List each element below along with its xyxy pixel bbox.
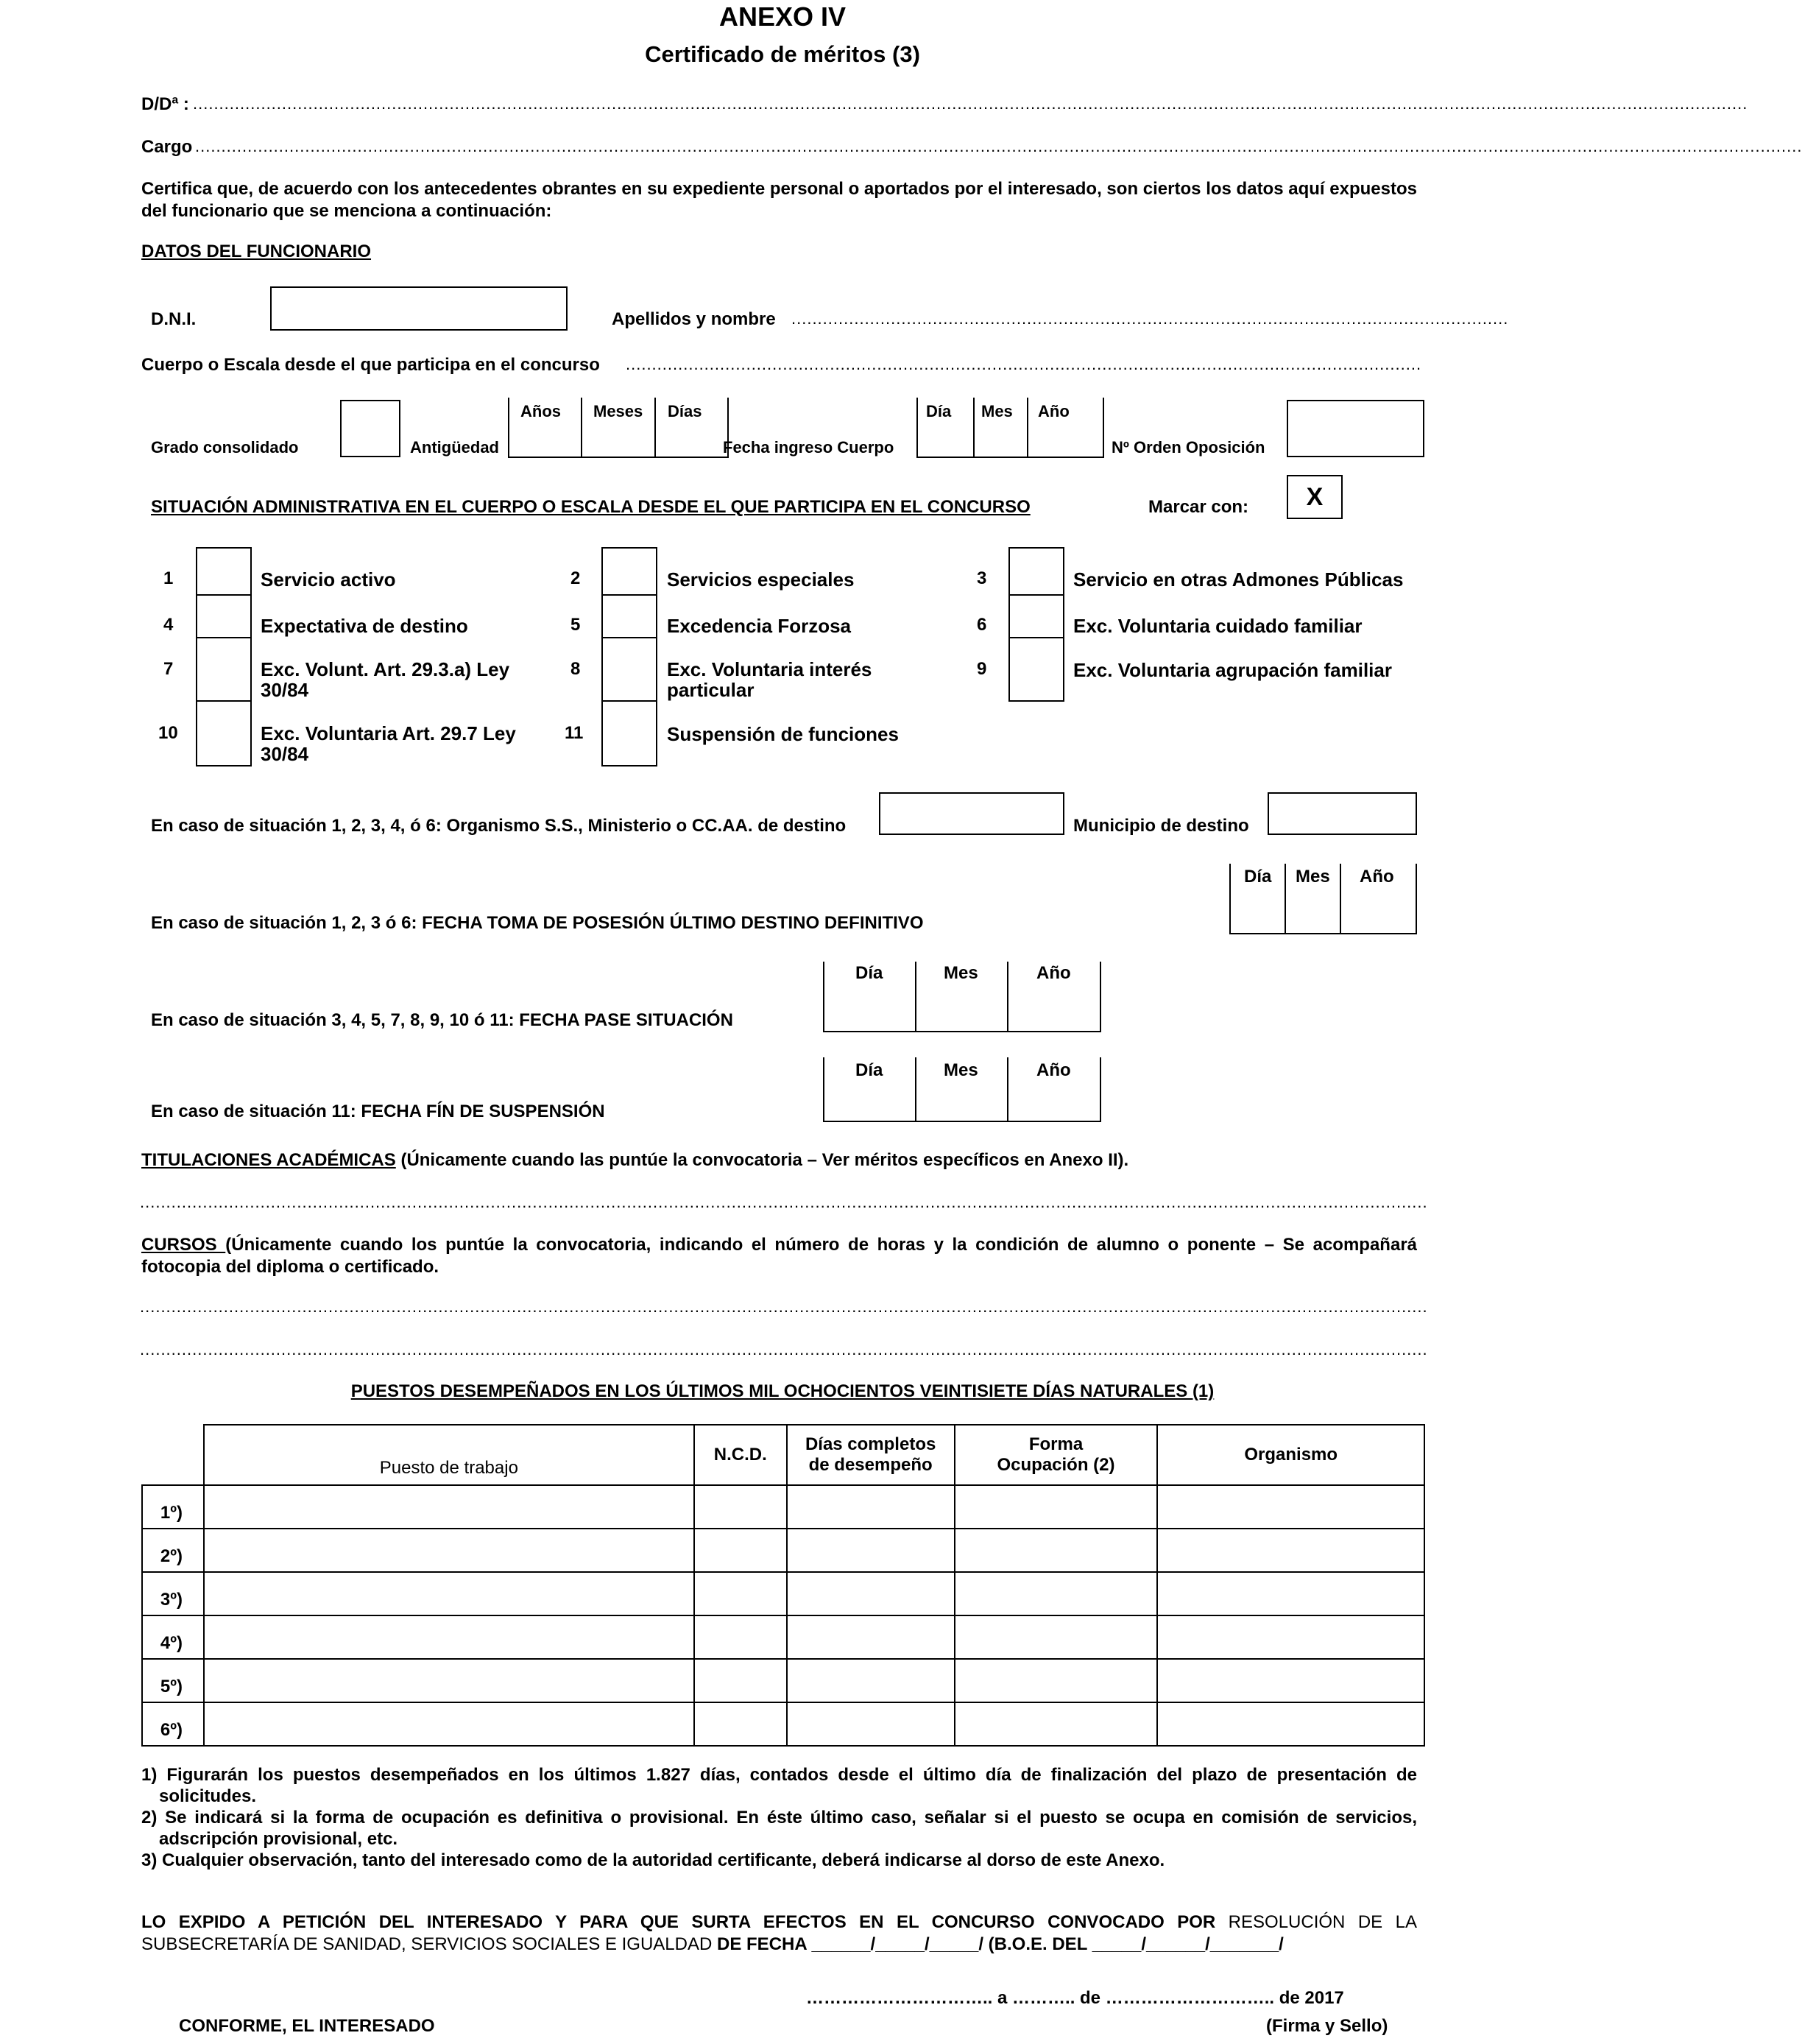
row-cell[interactable] <box>204 1485 694 1529</box>
row-cell[interactable] <box>204 1572 694 1615</box>
option-5-num: 5 <box>570 615 581 635</box>
table-row[interactable] <box>142 1572 1424 1615</box>
row-cell[interactable] <box>787 1659 955 1702</box>
option-10-label: Exc. Voluntaria Art. 29.7 Ley 30/84 <box>261 722 516 765</box>
intro-text: Certifica que, de acuerdo con los antecedentes obrantes en su expediente personal o aportados por el interesado, son ciertos los datos aquí expuestos del funcionario que se menciona a continuación: <box>141 179 1417 221</box>
datos-heading: DATOS DEL FUNCIONARIO <box>141 242 372 261</box>
row-cell[interactable] <box>1157 1702 1424 1746</box>
fecha-ingreso-mes: Mes <box>981 402 1013 420</box>
option-6-num: 6 <box>977 615 987 635</box>
row-cell[interactable] <box>204 1529 694 1572</box>
note-1: 1) Figurarán los puestos desempeñados en los últimos 1.827 días, contados desde el último día de finalización del plazo de presentación de solicitudes. <box>141 1765 1417 1806</box>
note-3: 3) Cualquier observación, tanto del interesado como de la autoridad certificante, deberá indicarse al dorso de este Anexo. <box>141 1850 1165 1870</box>
fin-dia: Día <box>855 1060 883 1080</box>
cursos-dots-2[interactable]: ...................................................................................................................................................................................................................................................... <box>140 1340 1428 1358</box>
option-10-checkbox[interactable] <box>196 700 252 766</box>
dni-label: D.N.I. <box>151 309 197 329</box>
place-date-line[interactable]: ………………………….. a ……….. de ……………………….. de 2017 <box>806 1988 1344 2008</box>
fecha-ingreso-dia: Día <box>926 402 952 420</box>
toma-ano: Año <box>1360 867 1394 887</box>
firma-label: (Firma y Sello) <box>1266 2016 1388 2036</box>
row-cell[interactable] <box>787 1572 955 1615</box>
grado-label: Grado consolidado <box>151 438 299 457</box>
marcar-label: Marcar con: <box>1148 497 1249 517</box>
row-cell[interactable] <box>694 1702 787 1746</box>
closing-paragraph <box>141 1911 1417 1956</box>
row-cell[interactable] <box>955 1615 1158 1659</box>
cargo-dots[interactable]: ................................................................................................................................................................................................................................................................................................................... <box>195 137 1802 155</box>
closing-bold: LO EXPIDO A PETICIÓN DEL INTERESADO Y PARA QUE SURTA EFECTOS EN EL CONCURSO CONVOCADO POR <box>141 1912 1216 1932</box>
option-1-checkbox[interactable] <box>196 547 252 596</box>
cuerpo-label: Cuerpo o Escala desde el que participa en el concurso <box>141 355 600 375</box>
pase-mes: Mes <box>944 963 978 983</box>
row-number: 6º) <box>142 1702 204 1746</box>
cargo-label: Cargo <box>141 137 193 157</box>
option-3-num: 3 <box>977 568 987 588</box>
row-cell[interactable] <box>694 1485 787 1529</box>
row-number: 3º) <box>142 1572 204 1615</box>
col-puesto: Puesto de trabajo <box>204 1425 694 1485</box>
toma-label: En caso de situación 1, 2, 3 ó 6: FECHA TOMA DE POSESIÓN ÚLTIMO DESTINO DEFINITIVO <box>151 913 924 933</box>
row-cell[interactable] <box>694 1529 787 1572</box>
row-cell[interactable] <box>1157 1485 1424 1529</box>
option-2-checkbox[interactable] <box>601 547 657 596</box>
cursos-text: (Únicamente cuando los puntúe la convocatoria, indicando el número de horas y la condición de alumno o ponente – Se acompañará fotocopia del diploma o certificado. <box>141 1235 1418 1277</box>
fecha-ingreso-ano: Año <box>1038 402 1070 420</box>
table-row[interactable] <box>142 1702 1424 1746</box>
row-cell[interactable] <box>204 1659 694 1702</box>
row-cell[interactable] <box>787 1702 955 1746</box>
option-7-label: Exc. Volunt. Art. 29.3.a) Ley 30/84 <box>261 658 510 701</box>
row-cell[interactable] <box>204 1702 694 1746</box>
row-cell[interactable] <box>1157 1529 1424 1572</box>
row-cell[interactable] <box>1157 1572 1424 1615</box>
table-row[interactable] <box>142 1615 1424 1659</box>
row-cell[interactable] <box>955 1659 1158 1702</box>
closing-fecha: DE FECHA ______/_____/_____/ (B.O.E. DEL _____/______/_______/ <box>712 1934 1284 1954</box>
grado-input[interactable] <box>340 400 400 457</box>
option-5-checkbox[interactable] <box>601 594 657 638</box>
fin-label: En caso de situación 11: FECHA FÍN DE SUSPENSIÓN <box>151 1102 605 1121</box>
row-number: 5º) <box>142 1659 204 1702</box>
cuerpo-dots[interactable]: ........................................................................................................................................................ <box>626 355 1422 373</box>
col-organismo: Organismo <box>1157 1425 1424 1485</box>
option-4-num: 4 <box>163 615 174 635</box>
pase-ano: Año <box>1036 963 1071 983</box>
conforme-label: CONFORME, EL INTERESADO <box>179 2016 435 2036</box>
row-cell[interactable] <box>1157 1615 1424 1659</box>
option-9-num: 9 <box>977 659 987 679</box>
puestos-table <box>141 1424 1425 1747</box>
col-forma: Forma Ocupación (2) <box>955 1425 1158 1485</box>
fecha-ingreso-label: Fecha ingreso Cuerpo <box>723 438 894 457</box>
option-8-label: Exc. Voluntaria interés particular <box>667 658 872 701</box>
row-cell[interactable] <box>694 1659 787 1702</box>
orden-label: Nº Orden Oposición <box>1112 438 1265 457</box>
row-number: 4º) <box>142 1615 204 1659</box>
option-6-label: Exc. Voluntaria cuidado familiar <box>1073 615 1363 637</box>
titulaciones-text: (Únicamente cuando las puntúe la convocatoria – Ver méritos específicos en Anexo II). <box>395 1150 1129 1170</box>
titulaciones-dots[interactable]: ...................................................................................................................................................................................................................................................... <box>140 1193 1428 1211</box>
cursos-dots-1[interactable]: ...................................................................................................................................................................................................................................................... <box>140 1297 1428 1316</box>
fin-ano: Año <box>1036 1060 1071 1080</box>
col-ncd: N.C.D. <box>694 1425 787 1485</box>
row-cell[interactable] <box>694 1615 787 1659</box>
option-4-checkbox[interactable] <box>196 594 252 638</box>
titulaciones-line <box>141 1150 1128 1171</box>
dias-label: Días <box>668 402 702 420</box>
row-cell[interactable] <box>955 1485 1158 1529</box>
toma-dia: Día <box>1244 867 1272 887</box>
option-4-label: Expectativa de destino <box>261 615 468 637</box>
note-2: 2) Se indicará si la forma de ocupación es definitiva o provisional. En éste último caso, señalar si el puesto se ocupa en comisión de servicios, adscripción provisional, etc. <box>141 1808 1417 1849</box>
page-title: ANEXO IV <box>718 1 847 32</box>
closing-normal: RESOLUCIÓN DE LA SUBSECRETARÍA DE SANIDAD, SERVICIOS SOCIALES E IGUALDAD <box>141 1912 1417 1954</box>
option-7-checkbox[interactable] <box>196 637 252 702</box>
pase-dia: Día <box>855 963 883 983</box>
row-cell[interactable] <box>787 1529 955 1572</box>
option-1-label: Servicio activo <box>261 568 396 591</box>
apellidos-dots[interactable]: ......................................................................................................................................... <box>791 309 1509 328</box>
option-3-checkbox[interactable] <box>1008 547 1064 596</box>
option-8-checkbox[interactable] <box>601 637 657 702</box>
orden-input[interactable] <box>1287 400 1424 457</box>
option-5-label: Excedencia Forzosa <box>667 615 851 637</box>
col-dias: Días completos de desempeño <box>787 1425 955 1485</box>
puestos-header-row <box>142 1425 1424 1485</box>
option-9-checkbox[interactable] <box>1008 637 1064 702</box>
puestos-heading: PUESTOS DESEMPEÑADOS EN LOS ÚLTIMOS MIL OCHOCIENTOS VEINTISIETE DÍAS NATURALES (1) <box>350 1381 1215 1401</box>
municipio-input[interactable] <box>1268 792 1417 835</box>
row-cell[interactable] <box>694 1572 787 1615</box>
row-number: 2º) <box>142 1529 204 1572</box>
cursos-paragraph <box>141 1234 1417 1278</box>
antiguedad-label: Antigüedad <box>410 438 499 457</box>
option-6-checkbox[interactable] <box>1008 594 1064 638</box>
toma-mes: Mes <box>1296 867 1330 887</box>
option-1-num: 1 <box>163 568 174 588</box>
row-cell[interactable] <box>955 1702 1158 1746</box>
row-number: 1º) <box>142 1485 204 1529</box>
row-cell[interactable] <box>787 1485 955 1529</box>
anos-label: Años <box>520 402 561 420</box>
row-cell[interactable] <box>204 1615 694 1659</box>
titulaciones-heading: TITULACIONES ACADÉMICAS <box>141 1150 396 1170</box>
meses-label: Meses <box>593 402 643 420</box>
dd-dots[interactable]: ......................................................................................................................................................................................................................................................................................................... <box>193 94 1748 113</box>
option-2-num: 2 <box>570 568 581 588</box>
dni-input[interactable] <box>270 286 568 331</box>
option-10-num: 10 <box>158 723 178 743</box>
apellidos-label: Apellidos y nombre <box>612 309 776 329</box>
situacion-heading: SITUACIÓN ADMINISTRATIVA EN EL CUERPO O ESCALA DESDE EL QUE PARTICIPA EN EL CONCURSO <box>151 497 1031 517</box>
table-row[interactable] <box>142 1659 1424 1702</box>
cursos-heading: CURSOS <box>141 1235 226 1255</box>
page-subtitle: Certificado de méritos (3) <box>645 41 920 67</box>
organismo-input[interactable] <box>879 792 1064 835</box>
organismo-label: En caso de situación 1, 2, 3, 4, ó 6: Organismo S.S., Ministerio o CC.AA. de destino <box>151 816 847 836</box>
option-11-num: 11 <box>565 723 584 743</box>
option-11-label: Suspensión de funciones <box>667 723 899 745</box>
option-9-label: Exc. Voluntaria agrupación familiar <box>1073 659 1392 681</box>
table-row[interactable] <box>142 1529 1424 1572</box>
municipio-label: Municipio de destino <box>1073 816 1249 836</box>
fin-mes: Mes <box>944 1060 978 1080</box>
dd-label: D/Dª : <box>141 94 189 114</box>
option-2-label: Servicios especiales <box>667 568 855 591</box>
pase-label: En caso de situación 3, 4, 5, 7, 8, 9, 10 ó 11: FECHA PASE SITUACIÓN <box>151 1010 733 1030</box>
row-cell[interactable] <box>1157 1659 1424 1702</box>
option-11-checkbox[interactable] <box>601 700 657 766</box>
option-7-num: 7 <box>163 659 174 679</box>
row-cell[interactable] <box>955 1529 1158 1572</box>
marcar-example-box: X <box>1287 475 1343 519</box>
row-cell[interactable] <box>955 1572 1158 1615</box>
table-row[interactable] <box>142 1485 1424 1529</box>
option-8-num: 8 <box>570 659 581 679</box>
row-cell[interactable] <box>787 1615 955 1659</box>
option-3-label: Servicio en otras Admones Públicas <box>1073 568 1404 591</box>
